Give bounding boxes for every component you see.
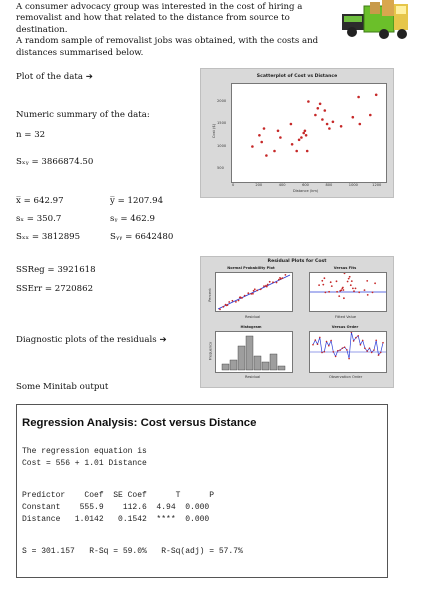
vorder-point: [326, 341, 328, 343]
vfits-point: [330, 281, 332, 283]
vfits-point: [342, 287, 344, 289]
scatter-point: [352, 116, 355, 119]
scatter-point: [332, 121, 335, 124]
vorder-point: [346, 349, 348, 351]
scatter-xtick: 200: [255, 183, 263, 187]
scatter-ytick: 1500: [217, 121, 227, 125]
coef-row-distance: Distance 1.0142 0.1542 **** 0.000: [22, 515, 210, 524]
model-summary: S = 301.157 R-Sq = 59.0% R-Sq(adj) = 57.7%: [22, 547, 243, 556]
vorder-point: [360, 344, 362, 346]
vorder-point: [364, 347, 366, 349]
plot-label: Plot of the data ➔: [16, 72, 93, 82]
vorder-point: [337, 350, 339, 352]
npp-point: [244, 295, 246, 297]
vorder-point: [317, 343, 319, 345]
scatter-point: [321, 118, 324, 121]
vorder-point: [369, 347, 371, 349]
scatter-point: [298, 139, 301, 142]
intro-line-3: A random sample of removalist jobs was obtained, with the costs and: [16, 36, 319, 47]
vorder-point: [351, 332, 353, 333]
vfits-point: [343, 289, 345, 291]
regression-eq-line1: The regression equation is: [22, 447, 147, 456]
stat-ybar: y̅ = 1207.94: [110, 196, 164, 206]
scatter-point: [251, 145, 254, 148]
scatter-point: [314, 114, 317, 117]
intro-line-1: A consumer advocacy group was interested in the cost of hiring a: [16, 2, 303, 12]
histogram-bar: [230, 360, 237, 370]
scatter-plot-area: [231, 83, 387, 183]
npp-point: [238, 300, 240, 302]
scatter-point: [307, 100, 310, 103]
npp-point: [219, 309, 221, 311]
vfits-point: [340, 289, 342, 291]
vorder-point: [328, 345, 330, 347]
scatter-xtick: 1000: [348, 183, 358, 187]
vorder-point: [335, 356, 337, 358]
npp-point: [250, 293, 252, 295]
scatter-point: [317, 107, 320, 110]
histogram-bar: [238, 346, 245, 370]
scatter-ytick: 1000: [217, 143, 227, 148]
vfits-point: [349, 276, 351, 278]
vorder-point: [312, 344, 314, 346]
stat-sserr: SSErr = 2720862: [16, 284, 94, 294]
vfits-point: [318, 284, 320, 286]
vorder-point: [375, 340, 377, 342]
hist-xlabel: Residual: [245, 375, 261, 379]
vfits-point: [321, 280, 323, 282]
scatter-point: [306, 150, 309, 153]
vfits-point: [352, 288, 354, 290]
vfits-point: [338, 295, 340, 297]
minitab-output: [16, 404, 388, 578]
scatter-point: [319, 103, 322, 106]
npp-point: [269, 281, 271, 283]
vorder-point: [333, 351, 335, 353]
npp-point: [276, 282, 278, 284]
stat-sx: sₓ = 350.7: [16, 214, 62, 224]
diagnostic-label: Diagnostic plots of the residuals ➔: [16, 335, 167, 345]
vfits-point: [366, 280, 368, 282]
scatter-point: [302, 132, 305, 135]
scatter-point: [295, 150, 298, 153]
npp-point: [235, 301, 237, 303]
scatter-point: [340, 125, 343, 128]
npp-point: [223, 306, 225, 308]
vorder-point: [362, 340, 364, 342]
scatter-point: [290, 123, 293, 126]
npp-point: [253, 290, 255, 292]
npp-point: [254, 288, 256, 290]
scatter-point: [300, 136, 303, 139]
stat-sxy: Sₓᵧ = 3866874.50: [16, 157, 94, 167]
vorder-point: [319, 337, 321, 339]
vorder-point: [355, 337, 357, 339]
intro-line-4: distances summarised below.: [16, 47, 144, 58]
npp-xlabel: Residual: [245, 315, 261, 319]
stat-sxx: Sₓₓ = 3812895: [16, 232, 81, 242]
vfits-point: [325, 292, 327, 294]
scatter-ytick: 500: [217, 166, 224, 170]
residual-plots-panel: [200, 256, 394, 388]
vfits-point: [324, 277, 326, 279]
stat-ssreg: SSReg = 3921618: [16, 265, 96, 275]
residual-title: Residual Plots for Cost: [267, 259, 327, 264]
removal-truck-icon: [340, 0, 416, 46]
scatter-point: [359, 123, 362, 126]
vfits-point: [372, 292, 374, 294]
stat-sy: sᵧ = 462.9: [110, 214, 155, 224]
npp-point: [263, 285, 265, 287]
vorder-point: [342, 347, 344, 349]
intro-line-2: removalist and how that related to the distance from source to destination.: [16, 13, 290, 35]
scatter-point: [260, 141, 263, 144]
npp-point: [267, 284, 269, 286]
intro-text: [16, 2, 336, 59]
scatter-xtick: 0: [232, 183, 235, 187]
vfits-point: [344, 273, 346, 274]
npp-point: [227, 304, 229, 306]
scatter-point: [326, 123, 329, 126]
vfits-point: [336, 280, 338, 282]
vorder-point: [382, 342, 384, 344]
vorder-point: [330, 340, 332, 342]
hist-ylabel: Frequency: [208, 341, 213, 361]
scatter-point: [277, 130, 280, 133]
scatter-point: [273, 150, 276, 153]
stat-syy: Sᵧᵧ = 6642480: [110, 232, 174, 242]
scatter-point: [258, 134, 261, 137]
scatter-point: [375, 94, 378, 97]
scatter-point: [265, 154, 268, 157]
npp-point: [280, 278, 282, 280]
vorder-point: [315, 339, 317, 341]
vfits-point: [347, 281, 349, 283]
vorder-point: [339, 349, 341, 351]
numeric-summary-label: Numeric summary of the data:: [16, 110, 150, 120]
npp-ylabel: Percent: [207, 288, 212, 302]
versus-fits-plot: [309, 272, 387, 312]
versus-order-plot: [309, 331, 387, 373]
npp-point: [282, 277, 284, 279]
histogram-bar: [278, 366, 285, 370]
vfits-point: [350, 284, 352, 286]
scatter-point: [304, 130, 307, 133]
vfits-point: [367, 294, 369, 296]
vorder-title: Versus Order: [331, 325, 359, 329]
vorder-point: [380, 352, 382, 354]
scatter-xtick: 600: [302, 183, 309, 187]
npp-point: [272, 281, 274, 283]
vorder-point: [378, 354, 380, 356]
histogram-bar: [246, 336, 253, 370]
regression-title: Regression Analysis: Cost versus Distance: [22, 417, 257, 429]
scatter-point: [369, 114, 372, 117]
hist-title: Histogram: [240, 325, 262, 329]
histogram-bar: [222, 364, 229, 370]
coef-table-header: Predictor Coef SE Coef T P: [22, 491, 215, 500]
vorder-point: [353, 340, 355, 342]
scatter-ylabel: Cost ($): [212, 123, 217, 139]
normal-probability-plot: [215, 272, 293, 312]
vfits-point: [331, 285, 333, 287]
npp-point: [252, 293, 254, 295]
scatter-point: [324, 109, 327, 112]
vorder-point: [371, 352, 373, 354]
regression-eq-line2: Cost = 556 + 1.01 Distance: [22, 459, 147, 468]
vorder-point: [348, 358, 350, 360]
vorder-point: [357, 335, 359, 337]
npp-point: [260, 288, 262, 290]
vfits-point: [374, 282, 376, 284]
vfits-point: [343, 297, 345, 299]
scatter-xtick: 1200: [372, 183, 382, 187]
npp-point: [278, 279, 280, 281]
scatter-point: [263, 127, 266, 130]
histogram-bar: [270, 354, 277, 370]
vfits-point: [353, 290, 355, 292]
npp-point: [232, 300, 234, 302]
scatter-point: [305, 134, 308, 137]
minitab-label: Some Minitab output: [16, 382, 109, 392]
npp-point: [256, 290, 258, 292]
scatter-point: [328, 127, 331, 130]
scatter-xtick: 400: [278, 183, 286, 187]
scatter-point: [279, 136, 282, 139]
scatter-xlabel: Distance (km): [293, 189, 319, 193]
scatter-ytick: 2000: [217, 98, 227, 103]
vfits-point: [322, 284, 324, 286]
vorder-point: [344, 346, 346, 348]
vfits-xlabel: Fitted Value: [335, 315, 357, 319]
histogram-plot: [215, 331, 293, 373]
npp-title: Normal Probability Plot: [227, 266, 275, 270]
scatterplot-panel: [200, 68, 394, 198]
histogram-bar: [262, 362, 269, 370]
coef-row-constant: Constant 555.9 112.6 4.94 0.000: [22, 503, 210, 512]
stat-xbar: x̅ = 642.97: [16, 196, 64, 206]
vorder-point: [373, 349, 375, 351]
vfits-point: [336, 291, 338, 293]
npp-point: [266, 286, 268, 288]
stat-n: n = 32: [16, 130, 46, 140]
vorder-xlabel: Observation Order: [329, 375, 363, 379]
scatter-xtick: 800: [325, 183, 333, 187]
vorder-point: [366, 350, 368, 352]
vfits-point: [355, 288, 357, 290]
vorder-point: [324, 351, 326, 353]
scatter-title: Scatterplot of Cost vs Distance: [256, 74, 338, 79]
vfits-point: [348, 278, 350, 280]
npp-point: [285, 274, 287, 276]
npp-point: [241, 297, 243, 299]
vfits-point: [328, 291, 330, 293]
scatter-svg: [232, 84, 386, 182]
vorder-point: [321, 352, 323, 354]
vfits-title: Versus Fits: [333, 266, 357, 270]
npp-point: [228, 301, 230, 303]
histogram-bar: [254, 356, 261, 370]
vfits-point: [358, 291, 360, 293]
scatter-point: [291, 143, 294, 146]
vfits-point: [364, 289, 366, 291]
scatter-point: [357, 96, 360, 99]
vfits-point: [351, 280, 353, 282]
npp-point: [247, 292, 249, 294]
